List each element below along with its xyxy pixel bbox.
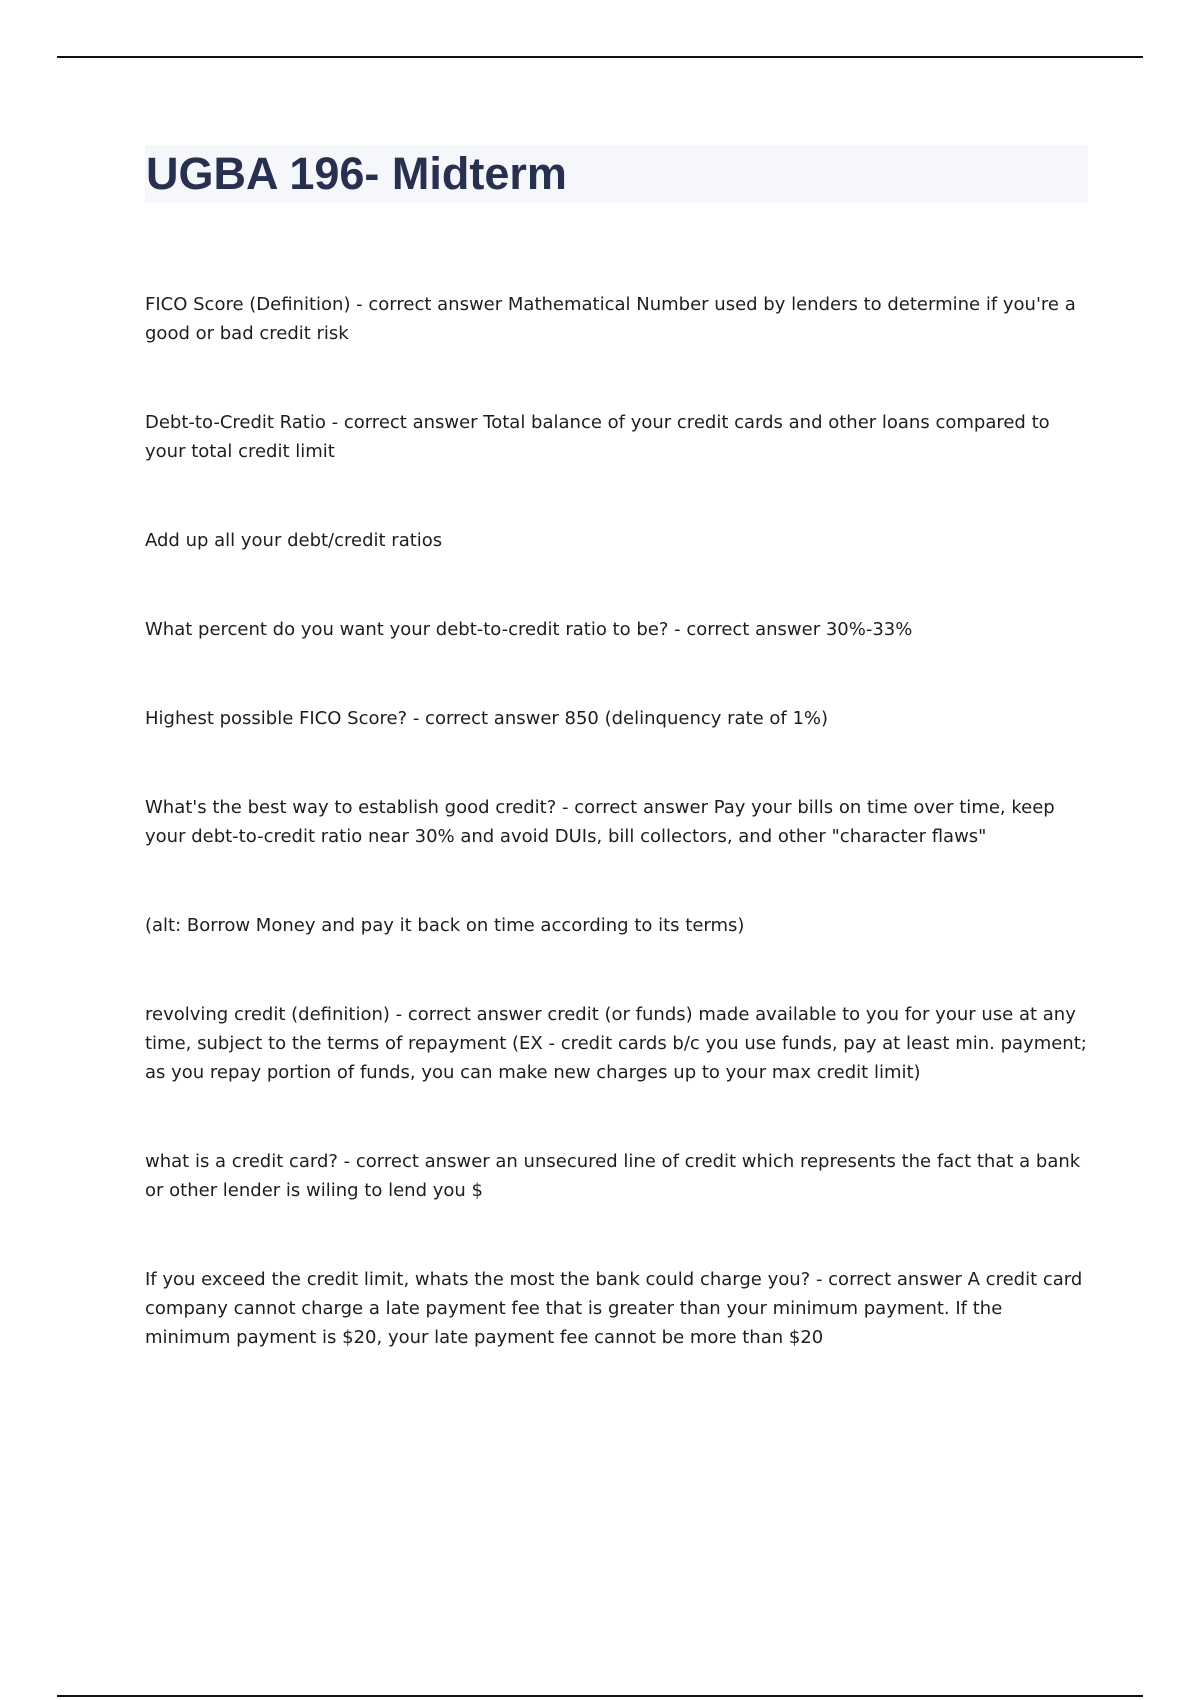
qa-entry: If you exceed the credit limit, whats the most the bank could charge you? - correct answer A credit card company cannot charge a late payment fee that is greater than your minimum payment. If the minimum payment is $20, your late payment fee cannot be more than $20 xyxy=(145,1269,1083,1348)
qa-list xyxy=(145,290,1090,1412)
qa-entry: Highest possible FICO Score? - correct answer 850 (delinquency rate of 1%) xyxy=(145,708,829,729)
top-rule xyxy=(57,56,1143,58)
qa-entry: FICO Score (Definition) - correct answer Mathematical Number used by lenders to determine if you're a good or bad credit risk xyxy=(145,294,1076,344)
qa-entry: revolving credit (definition) - correct answer credit (or funds) made available to you for your use at any time, subject to the terms of repayment (EX - credit cards b/c you use funds, pay at least min. payment; as you repay portion of funds, you can make new charges up to your max credit limit) xyxy=(145,1004,1087,1083)
qa-entry: (alt: Borrow Money and pay it back on time according to its terms) xyxy=(145,915,745,936)
bottom-rule xyxy=(57,1695,1143,1697)
document-title: UGBA 196- Midterm xyxy=(146,148,567,199)
qa-entry: What's the best way to establish good credit? - correct answer Pay your bills on time over time, keep your debt-to-credit ratio near 30% and avoid DUIs, bill collectors, and other "character flaws" xyxy=(145,797,1055,847)
qa-entry: Add up all your debt/credit ratios xyxy=(145,530,443,551)
qa-entry: what is a credit card? - correct answer an unsecured line of credit which represents the fact that a bank or other lender is wiling to lend you $ xyxy=(145,1151,1081,1201)
qa-entry: Debt-to-Credit Ratio - correct answer Total balance of your credit cards and other loans compared to your total credit limit xyxy=(145,412,1050,462)
qa-entry: What percent do you want your debt-to-credit ratio to be? - correct answer 30%-33% xyxy=(145,619,913,640)
